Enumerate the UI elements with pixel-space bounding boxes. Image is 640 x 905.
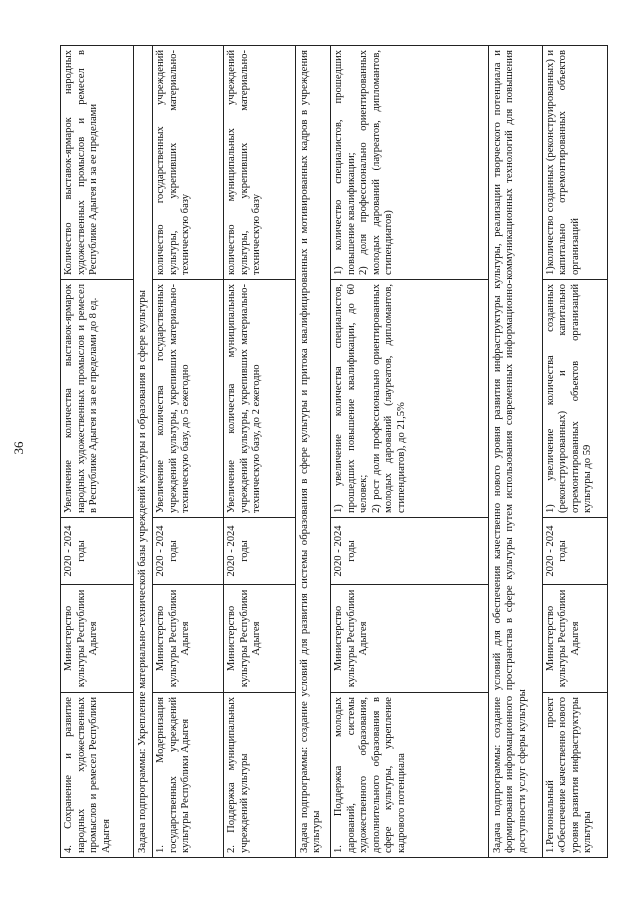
- result-cell: Увеличение количества государственных учреждений культуры, укрепивших материально-техническую базу, до 5 ежегодно: [153, 280, 224, 518]
- indicator-cell: количество государственных учреждений культуры, укрепивших материально-техническую базу: [153, 46, 224, 280]
- executor-cell: Министерство культуры Республики Адыгея: [61, 585, 134, 693]
- task-text: Задача подпрограммы: создание условий для развития системы образования в сфере культуры и притока квалифицированных и мотивированных кадров в учреждения культуры: [295, 46, 331, 858]
- result-cell: 1) увеличение количества созданных (реконструированных) и капитально отремонтированных объектов организаций культуры до 59: [542, 280, 607, 518]
- task-text: Задача подпрограммы: создание условий для обеспечения качественно нового уровня развития инфраструктуры культуры, реализации творческого потенциала и формирования информационного пространства в сфере культуры путем использования современных информационно-коммуникационных технологий для повышения доступности услуг сферы культуры: [488, 46, 542, 858]
- measure-name-cell: 2. Поддержка муниципальных учреждений культуры: [224, 693, 295, 858]
- period-cell: 2020 - 2024 годы: [224, 518, 295, 585]
- period-cell: 2020 - 2024 годы: [331, 518, 488, 585]
- indicator-cell: Количество выставок-ярмарок народных художественных промыслов и ремесел в Республике Адыгея и за ее пределами: [61, 46, 134, 280]
- measure-name-cell: 1.Региональный проект «Обеспечение качественно нового уровня развития инфраструктуры культуры: [542, 693, 607, 858]
- task-text: Задача подпрограммы: Укрепление материально-технической базы учреждений культуры и образования в сфере культуры: [134, 46, 153, 858]
- task-row: [134, 46, 153, 858]
- period-cell: 2020 - 2024 годы: [153, 518, 224, 585]
- measure-name-cell: 1. Модернизация государственных учреждений культуры Республики Адыгея: [153, 693, 224, 858]
- executor-cell: Министерство культуры Республики Адыгея: [153, 585, 224, 693]
- task-row: [488, 46, 542, 858]
- measure-name-cell: 1. Поддержка молодых дарований, системы художественного образования, дополнительного образования в сфере культуры, укрепление кадрового потенциала: [331, 693, 488, 858]
- executor-cell: Министерство культуры Республики Адыгея: [224, 585, 295, 693]
- executor-cell: Министерство культуры Республики Адыгея: [542, 585, 607, 693]
- table-row: [224, 46, 295, 858]
- table-row: [542, 46, 607, 858]
- measure-name-cell: 4. Сохранение и развитие народных художественных промыслов и ремесел Республики Адыгея: [61, 693, 134, 858]
- measures-table: [60, 45, 608, 858]
- executor-cell: Министерство культуры Республики Адыгея: [331, 585, 488, 693]
- task-row: [295, 46, 331, 858]
- indicator-cell: количество муниципальных учреждений культуры, укрепивших материально-техническую базу: [224, 46, 295, 280]
- indicator-cell: 1)количество созданных (реконструированных) и капитально отремонтированных объектов организаций: [542, 46, 607, 280]
- period-cell: 2020 - 2024 годы: [542, 518, 607, 585]
- table-row: [61, 46, 134, 858]
- rotated-table-wrapper: [60, 46, 608, 858]
- page-number: 36: [11, 441, 26, 455]
- table-row: [331, 46, 488, 858]
- result-cell: 1) увеличение количества специалистов, прошедших повышение квалификации, до 60 человек; 2) рост доли профессионально ориентированных молодых дарований (лауреатов, дипломантов, стипендиатов), до 21,5%: [331, 280, 488, 518]
- result-cell: Увеличение количества выставок-ярмарок народных художественных промыслов и ремесел в Республике Адыгея и за ее пределами до 8 ед.: [61, 280, 134, 518]
- result-cell: Увеличение количества муниципальных учреждений культуры, укрепивших материально-техническую базу, до 2 ежегодно: [224, 280, 295, 518]
- table-row: [153, 46, 224, 858]
- period-cell: 2020 - 2024 годы: [61, 518, 134, 585]
- indicator-cell: 1) количество специалистов, прошедших повышение квалификации; 2) доля профессионально ориентированных молодых дарований (лауреатов, дипломантов, стипендиатов): [331, 46, 488, 280]
